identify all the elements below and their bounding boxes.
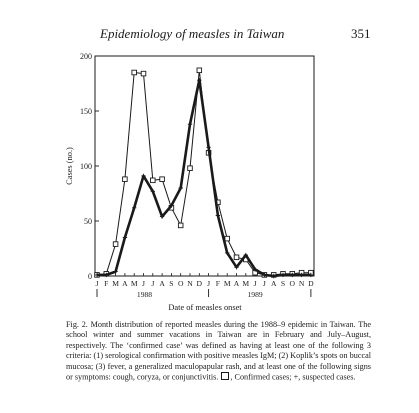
x-tick-label: M — [130, 279, 138, 288]
y-tick-label: 0 — [88, 272, 92, 281]
x-tick-label: M — [242, 279, 250, 288]
x-tick-label: J — [151, 279, 155, 288]
year-label: 1989 — [247, 290, 263, 299]
plot-frame — [95, 56, 314, 276]
x-tick-label: O — [177, 279, 184, 288]
page-number: 351 — [351, 26, 371, 41]
x-tick-label: A — [122, 279, 128, 288]
x-tick-label: J — [142, 279, 145, 288]
confirmed-point — [132, 70, 137, 75]
running-title: Epidemiology of measles in Taiwan — [100, 26, 285, 41]
x-tick-label: N — [187, 279, 193, 288]
x-tick-label: J — [262, 279, 266, 288]
x-tick-label: O — [289, 279, 296, 288]
confirmed-point — [225, 236, 230, 241]
y-tick-label: 200 — [80, 52, 92, 61]
running-head — [0, 26, 419, 44]
suspected-line — [97, 80, 311, 276]
caption-label: Fig. 2. — [66, 320, 88, 329]
x-tick-label: D — [196, 279, 203, 288]
figure-caption — [66, 320, 371, 383]
x-tick-label: N — [298, 279, 305, 288]
x-axis-label: Date of measles onset — [168, 303, 242, 312]
y-axis-label: Cases (no.) — [65, 147, 74, 185]
x-tick-label: M — [112, 279, 119, 288]
x-tick-label: A — [159, 279, 165, 288]
measles-chart — [0, 48, 419, 316]
x-tick-label: S — [280, 279, 286, 288]
confirmed-point — [113, 242, 118, 247]
label-layer — [65, 52, 314, 312]
confirmed-point — [188, 166, 193, 171]
x-tick-label: M — [223, 279, 231, 288]
caption-legend-text: , Confirmed cases; +, suspected cases. — [230, 372, 356, 382]
year-label: 1988 — [136, 290, 153, 299]
suspected-point — [206, 145, 210, 149]
x-tick-label: D — [308, 279, 314, 288]
x-tick-label: F — [215, 279, 221, 288]
confirmed-point — [160, 177, 165, 182]
y-tick-label: 50 — [84, 217, 92, 226]
confirmed-line — [97, 70, 311, 275]
x-tick-label: A — [233, 279, 240, 288]
x-tick-label: S — [169, 279, 174, 288]
y-tick-label: 100 — [80, 162, 92, 171]
confirmed-point — [141, 71, 146, 76]
confirmed-point — [151, 178, 156, 183]
confirmed-point — [234, 255, 239, 260]
x-tick-label: J — [207, 279, 211, 288]
confirmed-square-icon — [221, 372, 229, 380]
series-layer — [95, 68, 314, 278]
x-tick-label: A — [270, 279, 277, 288]
confirmed-point — [197, 68, 202, 73]
x-tick-label: F — [104, 279, 109, 288]
axes-layer — [95, 56, 314, 297]
x-tick-label: J — [253, 279, 257, 288]
confirmed-point — [123, 177, 128, 182]
caption-text: Month distribution of reported measles during the 1988–9 epidemic in Taiwan. The school winter and summer vacations in Taiwan are in February and July–August, respectively. The ‘confirmed case’ was defined as having at least one of the following 3 criteria: (1) serological confirmation with positive measles IgM; (2) Koplik’s spots on buccal mucosa; (3) fever, a generalized maculopapular rash, and at least one of the following signs or symptoms: cough, coryza, or conjunctivitis. — [66, 320, 371, 382]
y-tick-label: 150 — [80, 107, 92, 116]
confirmed-point — [178, 223, 183, 228]
x-tick-label: J — [95, 279, 99, 288]
